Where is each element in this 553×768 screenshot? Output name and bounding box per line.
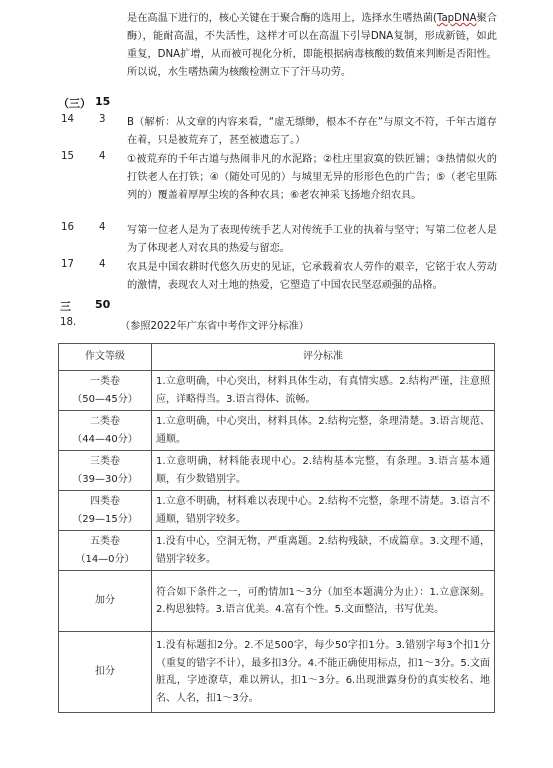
- grade-name: 一类卷: [90, 376, 120, 387]
- section-three-score: 50: [95, 298, 111, 311]
- grade-cell: [59, 632, 152, 713]
- table-row: [59, 491, 495, 531]
- table-header-criteria: 评分标准: [152, 344, 495, 371]
- grade-name: 三类卷: [90, 456, 120, 467]
- top-paragraph-after-link: 聚合酶），能耐高温，不失活性，这样才可以在高温下引导DNA复制，形成新链，如此重复，DNA扩增，从而被可视化分析，即能根据病毒核酸的数值来判断是否阳性。所以说，水生嗜热菌为核酸检测立下了汗马功劳。: [127, 13, 497, 78]
- question-answer: ①被荒弃的千年古道与热闹非凡的水泥路；②杜庄里寂寞的铁匠铺；③热情似火的打铁老人在打铁；④（随处可见的）与城里无异的形形色色的广告；⑤（老宅里陈列的）覆盖着厚厚尘埃的各种农具；⑥老农神采飞扬地介绍农具。: [127, 154, 497, 201]
- table-row: [59, 632, 495, 713]
- table-row: [59, 411, 495, 451]
- table-row: [59, 531, 495, 571]
- grade-range: （14—0分）: [75, 553, 135, 565]
- question-number: 16: [61, 222, 74, 233]
- criteria-cell: 符合如下条件之一，可酌情加1～3分（加至本题满分为止）：1.立意深刻。2.构思独特。3.语言优美。4.富有个性。5.文面整洁，书写优美。: [152, 571, 495, 632]
- grade-cell: [59, 571, 152, 632]
- question-18-text: （参照2022年广东省中考作文评分标准）: [120, 321, 309, 332]
- grade-range: （50—45分）: [72, 393, 138, 405]
- question-number: 14: [61, 114, 74, 125]
- section-three-label: 三: [60, 300, 71, 313]
- table-header-row: [59, 344, 495, 371]
- criteria-cell: 1.没有中心，空洞无物，严重离题。2.结构残缺，不成篇章。3.文理不通，错别字较多。: [152, 531, 495, 571]
- grade-name: 扣分: [95, 666, 115, 678]
- grade-cell: [59, 491, 152, 531]
- grading-table: [58, 343, 495, 713]
- page-footer-cutoff: [170, 757, 390, 767]
- question-answer: 写第一位老人是为了表现传统手艺人对传统手工业的执着与坚守；写第二位老人是为了体现老人对农具的热爱与留恋。: [127, 225, 497, 254]
- table-row: [59, 371, 495, 411]
- section-three-part-label: （三）: [58, 97, 91, 110]
- criteria-cell: 1.立意明确，中心突出，材料具体生动，有真情实感。2.结构严谨，注意照应，详略得当。3.语言得体、流畅。: [152, 371, 495, 411]
- grade-name: 加分: [95, 595, 115, 607]
- criteria-cell: 1.立意不明确，材料难以表现中心。2.结构不完整，条理不清楚。3.语言不通顺，错别字较多。: [152, 491, 495, 531]
- table-header-grade: 作文等级: [59, 344, 152, 371]
- grade-name: 五类卷: [90, 536, 120, 547]
- table-row: [59, 451, 495, 491]
- criteria-cell: 1.立意明确，中心突出，材料具体。2.结构完整，条理清楚。3.语言规范、通顺。: [152, 411, 495, 451]
- top-paragraph: [127, 10, 497, 82]
- question-score: 4: [99, 151, 106, 162]
- question-answer: 农具是中国农耕时代悠久历史的见证，它承载着农人劳作的艰辛，它铭于农人劳动的激情，表现农人对土地的热爱，它塑造了中国农民坚忍顽强的品格。: [127, 262, 497, 291]
- grade-cell: [59, 371, 152, 411]
- grade-range: （29—15分）: [72, 513, 138, 525]
- question-18-number: 18.: [60, 317, 77, 328]
- question-score: 3: [99, 114, 106, 125]
- criteria-cell: 1.没有标题扣2分。2.不足500字，每少50字扣1分。3.错别字每3个扣1分（重复的错字不计），最多扣3分。4.不能正确使用标点，扣1～3分。5.文面脏乱，字迹潦草，难以辨认，扣1～3分。6.出现泄露身份的真实校名、地名、人名，扣1～3分。: [152, 632, 495, 713]
- grade-cell: [59, 411, 152, 451]
- criteria-cell: 1.立意明确，材料能表现中心。2.结构基本完整，有条理。3.语言基本通顺，有少数错别字。: [152, 451, 495, 491]
- question-number: 17: [61, 259, 74, 270]
- question-score: 4: [99, 222, 106, 233]
- tapdna-link-text: TapDNA: [436, 13, 477, 24]
- grade-range: （39—30分）: [72, 473, 138, 485]
- grade-cell: [59, 531, 152, 571]
- top-paragraph-before-link: 是在高温下进行的，核心关键在于聚合酶的选用上，选择水生嗜热菌(: [127, 13, 437, 24]
- question-number: 15: [61, 151, 74, 162]
- grade-range: （44—40分）: [72, 433, 138, 445]
- section-three-part-score: 15: [95, 95, 111, 108]
- question-score: 4: [99, 259, 106, 270]
- table-row: [59, 571, 495, 632]
- grade-name: 四类卷: [90, 496, 120, 507]
- question-answer: B（解析：从文章的内容来看，“虚无缥缈，根本不存在”与原文不符，千年古道存在着，只是被荒弃了，甚至被遗忘了。）: [127, 117, 497, 146]
- grade-name: 二类卷: [90, 416, 120, 427]
- grade-cell: [59, 451, 152, 491]
